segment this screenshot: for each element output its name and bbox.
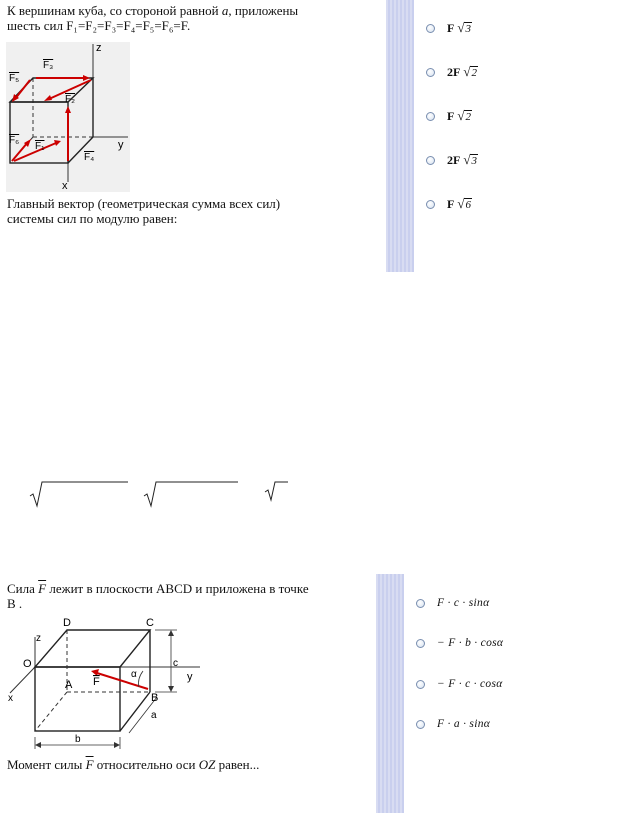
q2-label-b-dim: b	[75, 734, 81, 745]
q1-line2: шесть сил F₁=F₂=F₃=F₄=F₅=F₆=F.	[7, 18, 191, 33]
q1-radio-4[interactable]	[426, 156, 435, 165]
q2-box-figure	[5, 615, 205, 755]
q1-axis-y-label: y	[118, 139, 124, 151]
q2-label-z: z	[36, 633, 41, 644]
q1-option-2[interactable]	[426, 64, 478, 80]
q1-line1: К вершинам куба, со стороной равной	[7, 3, 222, 18]
q1-prompt-line1: Главный вектор (геометрическая сумма всех сил)	[7, 196, 281, 211]
q1-option-3[interactable]	[426, 108, 472, 124]
q2-line2: B .	[7, 596, 23, 611]
q2-option-3[interactable]	[416, 678, 503, 690]
q2-line1-b: лежит в плоскости ABCD и приложена в точке	[46, 581, 309, 596]
q2-option-label: − F · c · cosα	[437, 678, 503, 690]
q2-label-b-point: B	[151, 692, 159, 704]
q1-axis-z-label: z	[96, 42, 102, 54]
q2-angle-arc	[139, 671, 144, 687]
q1-answer-panel-stripe	[386, 0, 414, 272]
q2-label-d: D	[63, 617, 71, 629]
q1-axis-x-label: x	[62, 180, 68, 192]
q2-label-alpha: α	[131, 669, 137, 680]
q2-label-c-dim: c	[173, 658, 178, 669]
q1-option-label: F √6	[447, 196, 471, 211]
q2-prompt-b: относительно оси	[93, 757, 199, 772]
radical-sign	[265, 482, 288, 500]
q1-option-5[interactable]	[426, 196, 472, 212]
q2-label-x: x	[8, 693, 13, 704]
q1-label-f3: F₃	[43, 60, 54, 71]
q1-option-1[interactable]	[426, 20, 472, 36]
q2-prompt-axis: OZ	[198, 757, 216, 772]
q2-arrowhead	[91, 669, 99, 676]
q2-dim-arrowhead	[168, 630, 174, 636]
q1-prompt-line2: системы сил по модулю равен:	[7, 211, 178, 226]
q2-box-top-face	[35, 630, 150, 667]
q2-radio-4[interactable]	[416, 720, 425, 729]
q2-radio-2[interactable]	[416, 639, 425, 648]
q2-line1-a: Сила	[7, 581, 39, 596]
q1-label-f2: F₂	[65, 94, 75, 105]
q1-label-f6: F₆	[9, 135, 20, 146]
q1-label-f1: F₁	[35, 141, 45, 152]
q1-label-f5: F₅	[9, 73, 20, 84]
q1-radio-2[interactable]	[426, 68, 435, 77]
q2-label-y: y	[187, 671, 193, 683]
radical-sign	[30, 482, 128, 506]
q2-prompt-c: равен...	[215, 757, 260, 772]
q2-box-hidden-edge	[35, 692, 67, 731]
q2-label-a-point: A	[65, 679, 73, 691]
q2-option-label: F · c · sinα	[437, 597, 490, 609]
q1-line1-var: a	[221, 3, 229, 18]
q2-line1-var: $\overline{F}$	[38, 581, 47, 596]
q2-axis-x-line	[10, 667, 35, 693]
q2-dim-arrowhead	[114, 742, 120, 748]
q1-option-label: F √3	[447, 20, 471, 35]
q2-label-f: F	[93, 676, 100, 688]
q1-option-label: 2F √2	[447, 64, 477, 79]
q2-label-o: O	[23, 658, 32, 670]
q2-label-c-point: C	[146, 617, 154, 629]
q1-label-f4: F₄	[84, 152, 95, 163]
q2-dim-arrowhead	[35, 742, 41, 748]
q2-option-2[interactable]	[416, 637, 503, 649]
q2-option-label: F · a · sinα	[437, 718, 491, 730]
q2-statement	[7, 581, 369, 611]
q1-statement	[7, 3, 382, 33]
q1-line1-end: , приложены	[228, 3, 299, 18]
q1-cube-figure	[6, 42, 130, 192]
q2-option-1[interactable]	[416, 597, 489, 609]
q1-option-label: 2F √3	[447, 152, 477, 167]
q1-radio-3[interactable]	[426, 112, 435, 121]
q1-radio-5[interactable]	[426, 200, 435, 209]
q1-radio-1[interactable]	[426, 24, 435, 33]
q2-option-4[interactable]	[416, 718, 490, 730]
q2-answer-panel-stripe	[376, 574, 404, 813]
q2-prompt-var: $\overline{F}$	[85, 757, 94, 772]
q2-radio-3[interactable]	[416, 680, 425, 689]
q1-option-4[interactable]	[426, 152, 478, 168]
q2-prompt-a: Момент силы	[7, 757, 86, 772]
q2-label-a-dim: a	[151, 710, 157, 721]
q2-prompt	[7, 757, 369, 772]
q1-prompt	[7, 196, 382, 226]
q2-radio-1[interactable]	[416, 599, 425, 608]
q1-option-label: F √2	[447, 108, 471, 123]
radical-sign	[144, 482, 238, 506]
q2-dim-arrowhead	[168, 686, 174, 692]
q2-option-label: − F · b · cosα	[437, 637, 504, 649]
stray-radical-signs	[25, 478, 295, 510]
